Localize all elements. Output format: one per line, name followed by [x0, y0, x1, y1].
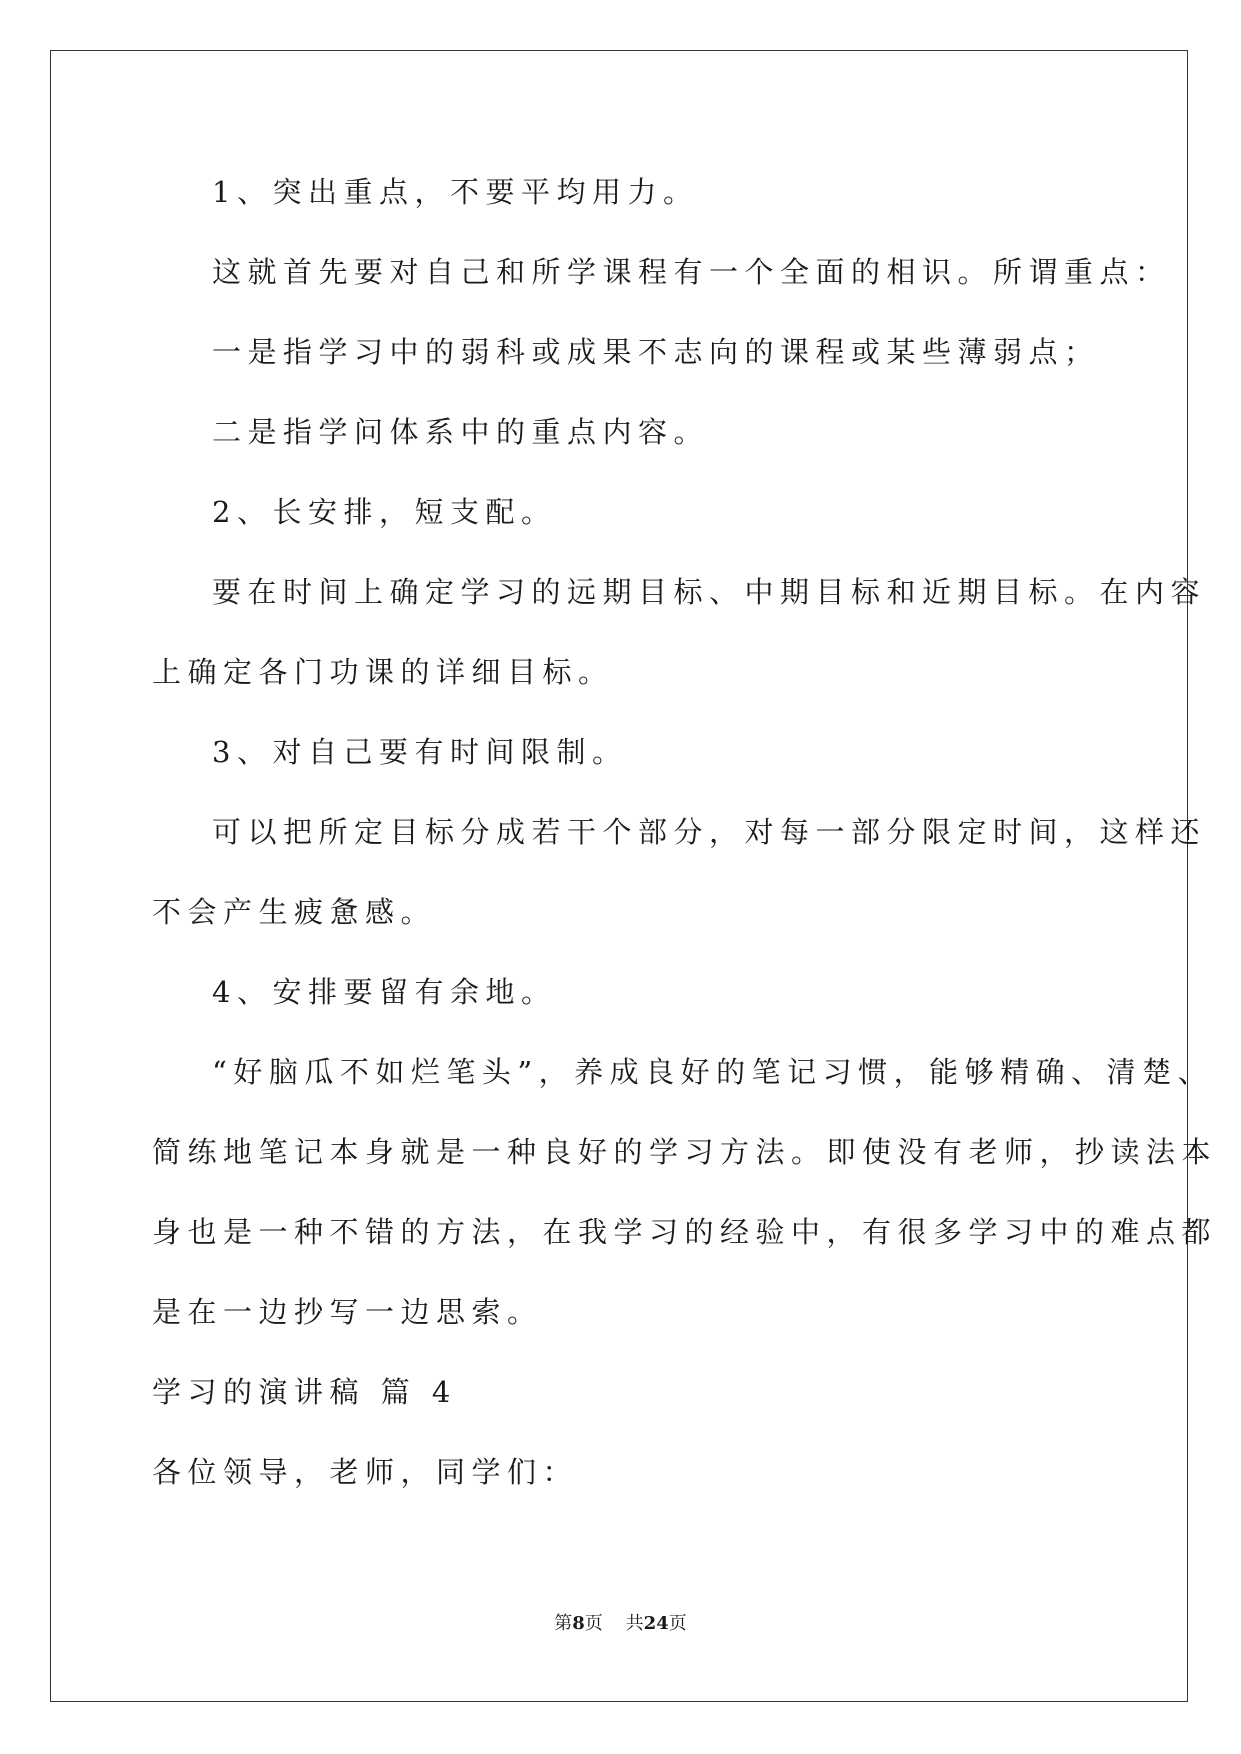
paragraph-line: 4、安排要留有余地。 — [212, 975, 557, 1009]
footer-total-prefix: 共 — [625, 1613, 644, 1634]
paragraph-line: 简练地笔记本身就是一种良好的学习方法。即使没有老师，抄读法本 — [152, 1135, 1218, 1169]
footer-page-word: 页 — [584, 1613, 603, 1634]
total-pages-number: 24 — [643, 1613, 669, 1634]
footer-prefix: 第 — [554, 1613, 573, 1634]
paragraph-line: 这就首先要对自己和所学课程有一个全面的相识。所谓重点： — [212, 255, 1171, 289]
paragraph-line: 不会产生疲惫感。 — [152, 895, 437, 929]
paragraph-line: 是在一边抄写一边思索。 — [152, 1295, 543, 1329]
paragraph-line: 要在时间上确定学习的远期目标、中期目标和近期目标。在内容 — [212, 575, 1207, 609]
page-footer — [0, 1612, 1241, 1636]
paragraph-line: “好脑瓜不如烂笔头”，养成良好的笔记习惯，能够精确、清楚、 — [212, 1055, 1214, 1089]
paragraph-line: 3、对自己要有时间限制。 — [212, 735, 628, 769]
paragraph-line: 二是指学问体系中的重点内容。 — [212, 415, 710, 449]
paragraph-line: 身也是一种不错的方法，在我学习的经验中，有很多学习中的难点都 — [152, 1215, 1218, 1249]
footer-total-suffix: 页 — [668, 1613, 687, 1634]
paragraph-line: 2、长安排，短支配。 — [212, 495, 557, 529]
paragraph-line: 可以把所定目标分成若干个部分，对每一部分限定时间，这样还 — [212, 815, 1207, 849]
paragraph-line: 1、突出重点，不要平均用力。 — [212, 175, 699, 209]
paragraph-line: 一是指学习中的弱科或成果不志向的课程或某些薄弱点； — [212, 335, 1100, 369]
current-page-number: 8 — [572, 1613, 585, 1634]
salutation-line: 各位领导，老师，同学们： — [152, 1455, 579, 1489]
section-heading: 学习的演讲稿 篇 4 — [152, 1375, 457, 1409]
paragraph-line: 上确定各门功课的详细目标。 — [152, 655, 614, 689]
